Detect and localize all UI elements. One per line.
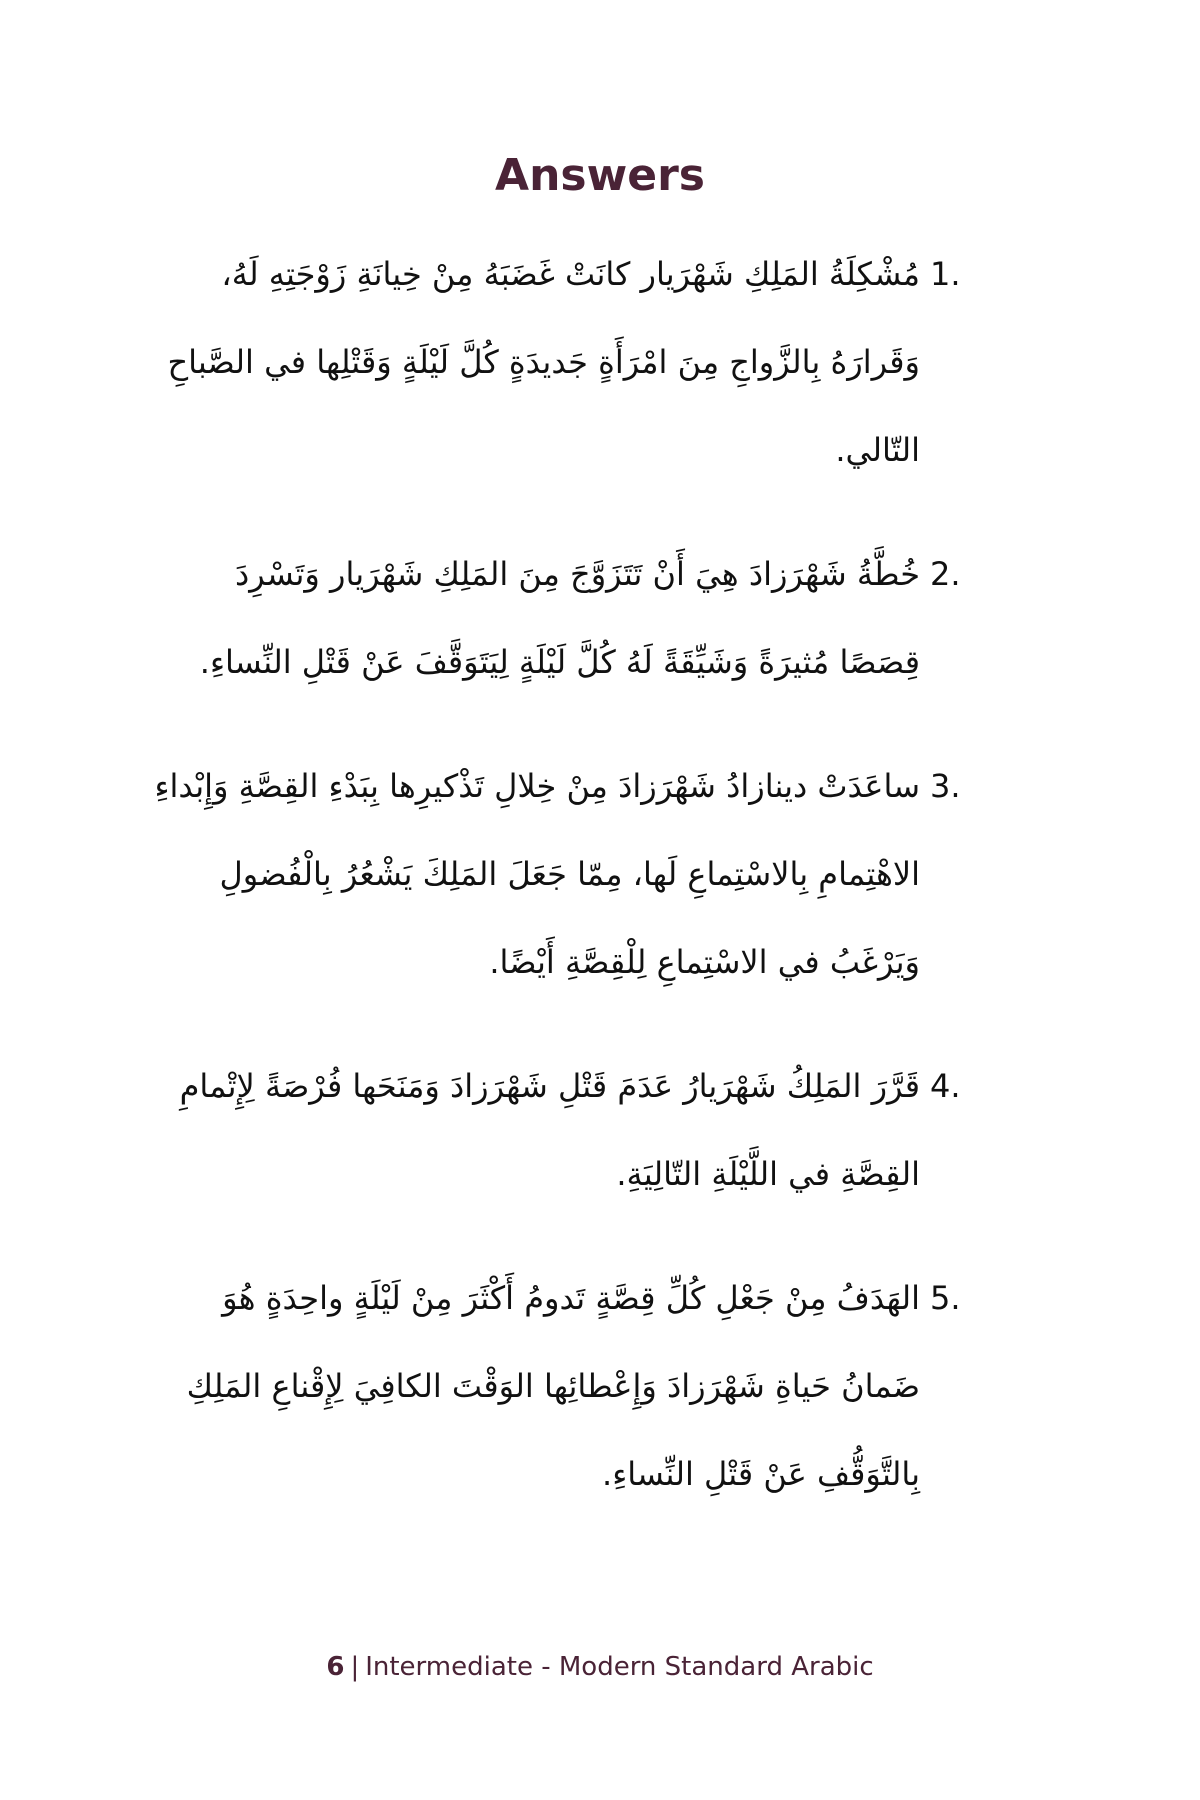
footer-separator: |: [350, 1652, 360, 1682]
footer-label: Intermediate - Modern Standard Arabic: [365, 1652, 874, 1682]
answer-number: 3.: [930, 767, 961, 805]
answer-item: [150, 530, 1010, 706]
page-footer: [0, 1652, 1200, 1682]
answer-item: [150, 742, 1010, 1006]
answer-text: قَرَّرَ المَلِكُ شَهْرَيارُ عَدَمَ قَتْلِ شَهْرَزادَ وَمَنَحَها فُرْصَةً لِإِتْمامِ القِصَّةِ في اللَّيْلَةِ التّالِيَةِ.: [179, 1067, 920, 1193]
page-title: Answers: [495, 150, 705, 201]
answer-text: مُشْكِلَةُ المَلِكِ شَهْرَيار كانَتْ غَضَبَهُ مِنْ خِيانَةِ زَوْجَتِهِ لَهُ، وَقَرارَهُ بِالزَّواجِ مِنَ امْرَأَةٍ جَديدَةٍ كُلَّ لَيْلَةٍ وَقَتْلِها في الصَّباحِ التّالي.: [167, 255, 920, 469]
answer-item: [150, 230, 1010, 494]
answers-list: [150, 230, 1010, 1554]
answer-text: ساعَدَتْ دينازادُ شَهْرَزادَ مِنْ خِلالِ تَذْكيرِها بِبَدْءِ القِصَّةِ وَإِبْداءِ الاهْتِمامِ بِالاسْتِماعِ لَها، مِمّا جَعَلَ المَلِكَ يَشْعُرُ بِالْفُضولِ وَيَرْغَبُ في الاسْتِماعِ لِلْقِصَّةِ أَيْضًا.: [154, 767, 920, 981]
answer-number: 1.: [930, 255, 961, 293]
answer-number: 5.: [930, 1279, 961, 1317]
answer-text: الهَدَفُ مِنْ جَعْلِ كُلِّ قِصَّةٍ تَدومُ أَكْثَرَ مِنْ لَيْلَةٍ واحِدَةٍ هُوَ ضَمانُ حَياةِ شَهْرَزادَ وَإِعْطائِها الوَقْتَ الكافِيَ لِإِقْناعِ المَلِكِ بِالتَّوَقُّفِ عَنْ قَتْلِ النِّساءِ.: [186, 1279, 920, 1493]
answer-item: [150, 1254, 1010, 1518]
answer-text: خُطَّةُ شَهْرَزادَ هِيَ أَنْ تَتَزَوَّجَ مِنَ المَلِكِ شَهْرَيار وَتَسْرِدَ قِصَصًا مُثيرَةً وَشَيِّقَةً لَهُ كُلَّ لَيْلَةٍ لِيَتَوَقَّفَ عَنْ قَتْلِ النِّساءِ.: [199, 555, 920, 681]
answer-item: [150, 1042, 1010, 1218]
page-number: 6: [326, 1652, 345, 1682]
answer-number: 2.: [930, 555, 961, 593]
answer-number: 4.: [930, 1067, 961, 1105]
